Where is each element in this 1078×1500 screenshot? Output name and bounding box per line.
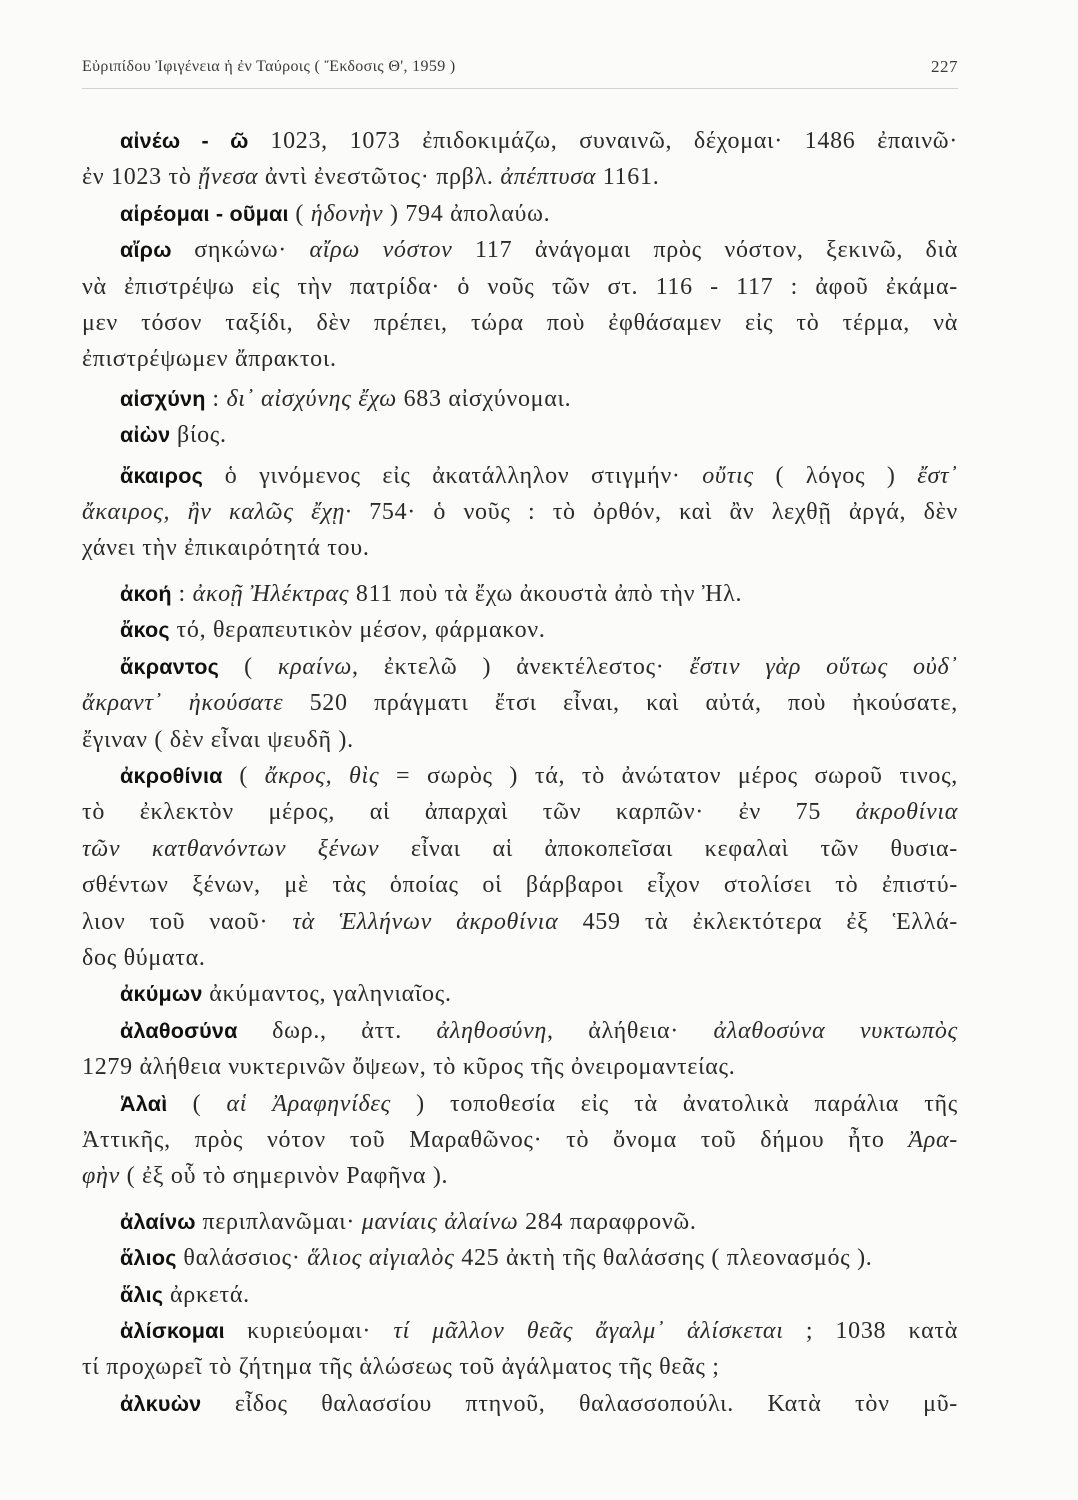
entry-line [82, 758, 958, 794]
entry-line [82, 159, 958, 195]
entry-gloss: εἶναι αἱ ἀποκοπεῖσαι κεφαλαὶ τῶν θυσια- [379, 835, 958, 862]
glossary-entry [82, 612, 958, 648]
entry-citation: μανίαις ἀλαίνω [361, 1208, 519, 1235]
entry-gloss: ἐπιστρέψωμεν ἄπρακτοι. [82, 346, 337, 373]
entry-gloss: : [205, 385, 227, 412]
entry-line [82, 794, 958, 830]
glossary-entry [82, 1386, 958, 1422]
entry-gloss: εἶδος θαλασσίου πτηνοῦ, θαλασσοπούλι. Κατὰ τὸν μῦ- [201, 1390, 958, 1417]
entry-headword: ἄκαιρος [120, 462, 204, 488]
entry-line [82, 269, 958, 305]
header-rule [82, 88, 958, 89]
glossary-entry [82, 1240, 958, 1276]
entry-citation: τῶν κατθανόντων ξένων [82, 835, 380, 862]
entry-line [82, 867, 958, 903]
entry-line [82, 1204, 958, 1240]
entry-citation: δι᾿ αἰσχύνης ἔχω [226, 385, 397, 412]
entry-line [82, 1122, 958, 1158]
entry-citation: ἄκρος, θὶς [264, 762, 380, 789]
entry-headword: ἀλαίνω [120, 1208, 196, 1234]
entry-gloss: θαλάσσιος· [176, 1245, 308, 1272]
entry-line [82, 530, 958, 566]
entry-gloss: σηκώνω· [171, 237, 310, 264]
entry-gloss: ( ἐξ οὗ τὸ σημερινὸν Ραφῆνα ). [119, 1163, 449, 1190]
entry-line [82, 123, 958, 159]
entry-gloss: νὰ ἐπιστρέψω εἰς τὴν πατρίδα· ὁ νοῦς τῶν στ. 116 - 117 : ἀφοῦ ἐκάμα- [82, 273, 958, 300]
entry-gloss: 284 παραφρονῶ. [518, 1208, 697, 1235]
entry-gloss: 683 αἰσχύνομαι. [396, 385, 572, 412]
entry-line [82, 1313, 958, 1349]
entry-line [82, 576, 958, 612]
entry-line [82, 1277, 958, 1313]
entry-citation: ἀλαθοσύνα νυκτωπὸς [713, 1017, 958, 1044]
entry-citation: φὴν [82, 1163, 120, 1190]
entry-citation: ἔστ᾿ [917, 462, 958, 489]
entry-gloss: ὁ γινόμενος εἰς ἀκατάλληλον στιγμήν· [203, 462, 703, 489]
entry-gloss: = σωρὸς ) τά, τὸ ἀνώτατον μέρος σωροῦ τινος, [379, 762, 958, 789]
entry-citation: ἀληθοσύνη [436, 1017, 547, 1044]
entry-line [82, 1049, 958, 1085]
glossary-entry [82, 649, 958, 758]
glossary-entry [82, 1204, 958, 1240]
entry-gloss: 811 ποὺ τὰ ἔχω ἀκουστὰ ἀπὸ τὴν Ἠλ. [349, 580, 743, 607]
running-header [82, 55, 958, 79]
glossary-entry [82, 1277, 958, 1313]
entry-headword: ἅλις [120, 1281, 164, 1307]
entry-line [82, 685, 958, 721]
entry-gloss: τό, θεραπευτικὸν μέσον, φάρμακον. [169, 617, 546, 644]
glossary-entry [82, 381, 958, 417]
entry-gloss: κυριεύομαι· [224, 1318, 394, 1344]
glossary-entry [82, 458, 958, 567]
entry-headword: ἀκύμων [120, 981, 203, 1007]
entry-gloss: δωρ., ἀττ. [237, 1017, 437, 1044]
entry-line [82, 940, 958, 976]
entry-line [82, 494, 958, 530]
entry-headword: ἀκροθίνια [120, 762, 223, 788]
entry-line [82, 904, 958, 940]
entry-gloss: βίος. [170, 422, 227, 449]
entry-citation: Ἀρα- [908, 1126, 958, 1153]
glossary-entry [82, 196, 958, 232]
entry-line [82, 305, 958, 341]
entry-gloss: τὸ ἐκλεκτὸν μέρος, αἱ ἀπαρχαὶ τῶν καρπῶν· ἐν 75 [82, 799, 856, 826]
glossary-body [82, 123, 958, 1422]
entry-headword: αἰὼν [120, 422, 171, 448]
entry-citation: οὔτις [702, 462, 754, 489]
entry-gloss: 1279 ἀλήθεια νυκτερινῶν ὄψεων, τὸ κῦρος τῆς ὀνειρομαντείας. [82, 1054, 736, 1081]
entry-gloss: χάνει τὴν ἐπικαιρότητά του. [82, 535, 370, 562]
glossary-entry [82, 1086, 958, 1195]
entry-headword: ἅλιος [120, 1245, 177, 1271]
entry-headword: ἀλαθοσύνα [120, 1017, 238, 1043]
entry-gloss: σθέντων ξένων, μὲ τὰς ὁποίας οἱ βάρβαροι εἶχον στολίσει τὸ ἐπιστύ- [82, 872, 958, 899]
entry-line [82, 1240, 958, 1276]
entry-line [82, 232, 958, 268]
glossary-entry [82, 417, 958, 453]
glossary-entry [82, 758, 958, 976]
entry-citation: ἔστιν γὰρ οὕτως οὐδ᾿ [689, 653, 959, 680]
entry-gloss: ( [288, 200, 311, 227]
entry-gloss: ἀντὶ ἐνεστῶτος· πρβλ. [258, 164, 501, 191]
entry-gloss: λιον τοῦ ναοῦ· [82, 908, 293, 935]
entry-gloss: ἐν 1023 τὸ [82, 164, 199, 191]
glossary-entry [82, 1313, 958, 1386]
glossary-entry [82, 123, 958, 196]
entry-line [82, 1086, 958, 1122]
entry-gloss: 1023, 1073 ἐπιδοκιμάζω, συναινῶ, δέχομαι· 1486 ἐπαινῶ· [248, 128, 958, 154]
entry-citation: ἅλιος αἰγιαλὸς [307, 1245, 455, 1272]
entry-citation: κραίνω [277, 653, 353, 680]
entry-line [82, 722, 958, 758]
entry-headword: αἰνέω - ῶ [120, 128, 249, 153]
entry-gloss: 117 ἀνάγομαι πρὸς νόστον, ξεκινῶ, διὰ [452, 237, 959, 264]
glossary-entry [82, 976, 958, 1012]
entry-line [82, 458, 958, 494]
entry-headword: ἁλίσκομαι [120, 1318, 225, 1343]
entry-gloss: 520 πράγματι ἔτσι εἶναι, καὶ αὐτά, ποὺ ἠκούσατε, [283, 690, 958, 717]
entry-line [82, 1349, 958, 1385]
entry-gloss: : [171, 580, 193, 607]
entry-citation: αἴρω νόστον [309, 237, 453, 264]
entry-headword: ἀλκυὼν [120, 1390, 202, 1416]
entry-line [82, 1158, 958, 1194]
entry-gloss: 459 τὰ ἐκλεκτότερα ἐξ Ἑλλά- [558, 908, 958, 935]
entry-headword: αἰσχύνη [120, 385, 206, 411]
entry-line [82, 381, 958, 417]
entry-gloss: ἀρκετά. [163, 1281, 250, 1308]
entry-gloss: ( [219, 653, 278, 680]
entry-headword: αἱρέομαι - οῦμαι [120, 200, 289, 226]
entry-gloss: ἔγιναν ( δὲν εἶναι ψευδῆ ). [82, 726, 354, 753]
page-number: 227 [931, 57, 958, 76]
entry-gloss: , ἀλήθεια· [546, 1017, 714, 1044]
entry-gloss: ; 1038 κατὰ [783, 1318, 958, 1344]
entry-line [82, 976, 958, 1012]
entry-citation: ἀκοῇ Ἠλέκτρας [192, 580, 350, 607]
entry-headword: ἀκοή [120, 580, 172, 606]
entry-gloss: ἀκύμαντος, γαληνιαῖος. [202, 981, 452, 1008]
entry-citation: ἀπέπτυσα [500, 164, 597, 191]
entry-citation: ᾔνεσα [198, 164, 259, 191]
entry-headword: ἄκος [120, 617, 170, 643]
entry-line [82, 831, 958, 867]
entry-gloss: ( [222, 762, 265, 789]
entry-line [82, 341, 958, 377]
entry-gloss: τί προχωρεῖ τὸ ζήτημα τῆς ἁλώσεως τοῦ ἀγάλματος τῆς θεᾶς ; [82, 1354, 720, 1381]
entry-line [82, 1386, 958, 1422]
entry-line [82, 612, 958, 648]
entry-headword: Ἁλαὶ [120, 1090, 168, 1116]
header-title: Εὐριπίδου Ἰφιγένεια ἡ ἐν Ταύροις ( Ἔκδοσις Θ', 1959 ) [82, 58, 456, 75]
entry-line [82, 196, 958, 232]
entry-line [82, 417, 958, 453]
entry-citation: ἄκαιρος, ἢν καλῶς ἔχῃ· [82, 499, 352, 526]
entry-citation: τὰ Ἑλλήνων ἀκροθίνια [292, 908, 559, 935]
entry-gloss: περιπλανῶμαι· [195, 1208, 362, 1235]
entry-gloss: ) τοποθεσία εἰς τὰ ἀνατολικὰ παράλια τῆς [390, 1090, 959, 1117]
entry-citation: ἀκροθίνια [855, 799, 958, 826]
entry-gloss: 1161. [596, 164, 660, 191]
glossary-entry [82, 576, 958, 612]
entry-gloss: 425 ἀκτὴ τῆς θαλάσσης ( πλεονασμός ). [454, 1245, 873, 1272]
glossary-entry [82, 1013, 958, 1086]
entry-gloss: δος θύματα. [82, 944, 206, 971]
entry-line [82, 1013, 958, 1049]
entry-citation: ἄκραντ᾿ ἠκούσατε [82, 690, 284, 717]
entry-citation: αἱ Ἀραφηνίδες [226, 1090, 391, 1117]
glossary-entry [82, 232, 958, 378]
entry-citation: ἡδονὴν [310, 200, 384, 227]
entry-headword: αἴρω [120, 237, 172, 263]
entry-gloss: ( λόγος ) [753, 462, 918, 489]
entry-gloss: , ἐκτελῶ ) ἀνεκτέλεστος· [352, 653, 690, 680]
entry-headword: ἄκραντος [120, 653, 220, 679]
entry-line [82, 649, 958, 685]
entry-gloss: ) 794 ἀπολαύω. [383, 200, 551, 227]
entry-gloss: 754· ὁ νοῦς : τὸ ὀρθόν, καὶ ἂν λεχθῇ ἀργά, δὲν [351, 499, 958, 526]
entry-gloss: μεν τόσον ταξίδι, δὲν πρέπει, τώρα ποὺ ἐφθάσαμεν εἰς τὸ τέρμα, νὰ [82, 310, 958, 337]
entry-gloss: Ἀττικῆς, πρὸς νότον τοῦ Μαραθῶνος· τὸ ὄνομα τοῦ δήμου ἦτο [82, 1126, 909, 1153]
entry-gloss: ( [167, 1090, 227, 1117]
entry-citation: τί μᾶλλον θεᾶς ἄγαλμ᾿ ἁλίσκεται [393, 1318, 784, 1344]
